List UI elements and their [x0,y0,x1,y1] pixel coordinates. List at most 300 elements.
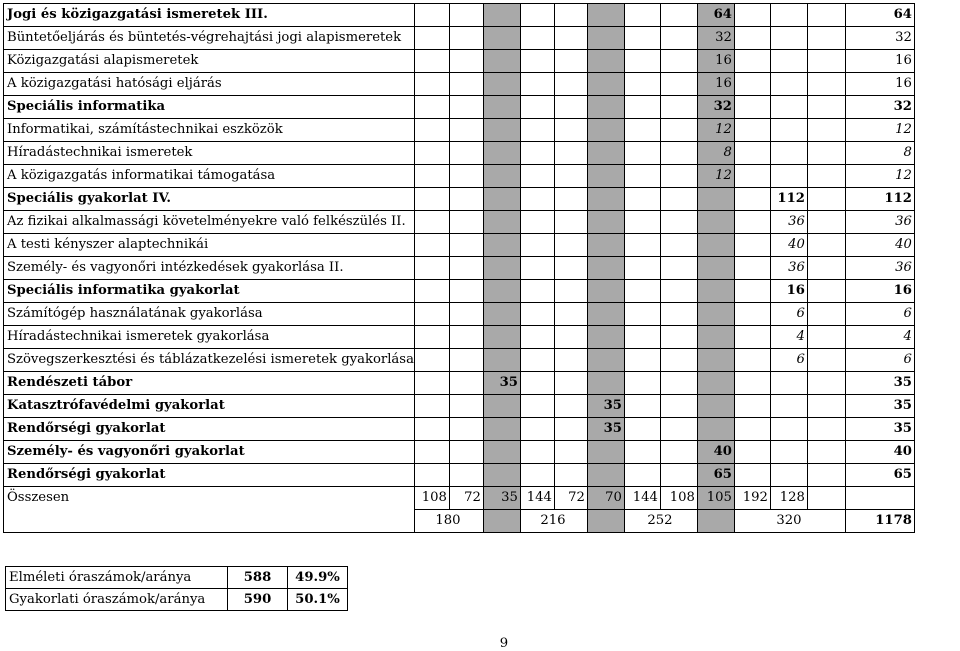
value-cell [414,142,449,165]
value-cell [697,418,734,441]
page-number: 9 [499,636,509,651]
value-cell [483,303,520,326]
row-label: A közigazgatási hatósági eljárás [4,73,415,96]
value-cell: 8 [697,142,734,165]
row-total: 32 [845,27,914,50]
value-cell [624,27,660,50]
value-cell [734,73,770,96]
value-cell [483,142,520,165]
value-cell [660,464,697,487]
value-cell [554,349,587,372]
value-cell: 36 [770,211,807,234]
subtotal-cell: 216 [520,510,587,533]
value-cell [554,280,587,303]
value-cell [660,372,697,395]
value-cell [520,349,554,372]
value-cell [807,50,845,73]
value-cell [734,303,770,326]
value-cell [520,395,554,418]
value-cell [624,303,660,326]
row-total: 32 [845,96,914,119]
value-cell [449,73,483,96]
value-cell [554,73,587,96]
value-cell [520,96,554,119]
value-cell [770,4,807,27]
value-cell [520,188,554,211]
value-cell [770,96,807,119]
value-cell [449,280,483,303]
value-cell [414,418,449,441]
value-cell [483,280,520,303]
value-cell [660,188,697,211]
table-row [4,73,915,96]
value-cell [587,50,624,73]
value-cell [697,303,734,326]
ratio-hours: 590 [228,589,288,611]
value-cell [734,188,770,211]
value-cell [449,165,483,188]
value-cell [520,441,554,464]
value-cell [483,119,520,142]
value-cell [414,27,449,50]
value-cell [483,50,520,73]
value-cell [807,96,845,119]
value-cell [697,280,734,303]
summary-cell [807,487,845,510]
grand-total-cell: 1178 [845,510,914,533]
summary-row [4,487,915,510]
value-cell [554,464,587,487]
value-cell [414,234,449,257]
value-cell [554,4,587,27]
value-cell [414,395,449,418]
ratio-percent: 50.1% [288,589,348,611]
value-cell [734,280,770,303]
value-cell [449,50,483,73]
value-cell: 40 [697,441,734,464]
row-label: Személy- és vagyonőri gyakorlat [4,441,415,464]
row-label: Büntetőeljárás és büntetés-végrehajtási jogi alapismeretek [4,27,415,50]
table-row [4,119,915,142]
table-row [4,96,915,119]
value-cell: 40 [770,234,807,257]
value-cell [554,395,587,418]
value-cell [697,326,734,349]
value-cell [449,234,483,257]
value-cell [414,326,449,349]
row-total: 6 [845,303,914,326]
summary-cell [587,510,624,533]
value-cell [770,165,807,188]
table-row [4,4,915,27]
value-cell [660,73,697,96]
value-cell [449,211,483,234]
value-cell [520,280,554,303]
value-cell [554,188,587,211]
table-row [4,349,915,372]
value-cell [554,211,587,234]
value-cell [587,165,624,188]
value-cell [807,211,845,234]
row-total: 40 [845,234,914,257]
value-cell [520,418,554,441]
value-cell [660,27,697,50]
row-label: Személy- és vagyonőri intézkedések gyakorlása II. [4,257,415,280]
value-cell: 35 [587,395,624,418]
value-cell [807,441,845,464]
row-total: 65 [845,464,914,487]
value-cell [770,395,807,418]
summary-cell: 35 [483,487,520,510]
summary-label: Összesen [4,487,415,533]
value-cell [414,464,449,487]
value-cell [770,372,807,395]
value-cell [587,27,624,50]
value-cell [660,326,697,349]
summary-cell: 192 [734,487,770,510]
value-cell [483,326,520,349]
value-cell [449,4,483,27]
summary-cell: 70 [587,487,624,510]
value-cell [734,119,770,142]
value-cell [587,4,624,27]
value-cell [483,96,520,119]
summary-cell: 105 [697,487,734,510]
table-row [4,441,915,464]
value-cell [734,50,770,73]
value-cell [483,188,520,211]
value-cell [734,418,770,441]
subtotal-cell: 320 [734,510,845,533]
row-label: Számítógép használatának gyakorlása [4,303,415,326]
row-label: Az fizikai alkalmassági követelményekre való felkészülés II. [4,211,415,234]
value-cell [624,280,660,303]
table-row [4,50,915,73]
value-cell [520,119,554,142]
value-cell [449,303,483,326]
value-cell [587,188,624,211]
value-cell [520,303,554,326]
value-cell [587,349,624,372]
value-cell [660,119,697,142]
value-cell [697,395,734,418]
value-cell [807,73,845,96]
value-cell [587,326,624,349]
value-cell [807,234,845,257]
table-row [4,234,915,257]
value-cell [554,372,587,395]
value-cell [660,142,697,165]
value-cell: 35 [483,372,520,395]
table-row [4,211,915,234]
value-cell [624,4,660,27]
value-cell [697,188,734,211]
value-cell [697,349,734,372]
row-label: Informatikai, számítástechnikai eszközök [4,119,415,142]
value-cell [449,349,483,372]
value-cell [624,119,660,142]
value-cell [520,464,554,487]
row-total: 12 [845,165,914,188]
value-cell [624,326,660,349]
value-cell [449,188,483,211]
value-cell [587,142,624,165]
value-cell [554,234,587,257]
row-label: Szövegszerkesztési és táblázatkezelési ismeretek gyakorlása [4,349,415,372]
value-cell [414,211,449,234]
value-cell [587,280,624,303]
row-label: A közigazgatás informatikai támogatása [4,165,415,188]
value-cell [483,27,520,50]
value-cell [587,96,624,119]
row-total: 16 [845,73,914,96]
value-cell: 32 [697,96,734,119]
value-cell [660,50,697,73]
value-cell [449,464,483,487]
value-cell [624,96,660,119]
subtotal-cell: 252 [624,510,697,533]
table-row [4,27,915,50]
value-cell [554,441,587,464]
summary-cell [845,487,914,510]
value-cell [449,119,483,142]
value-cell [770,73,807,96]
value-cell [770,418,807,441]
summary-cell: 128 [770,487,807,510]
value-cell [554,165,587,188]
value-cell [449,372,483,395]
table-row [4,395,915,418]
row-label: Közigazgatási alapismeretek [4,50,415,73]
value-cell [554,257,587,280]
row-label: Katasztrófavédelmi gyakorlat [4,395,415,418]
value-cell [660,349,697,372]
row-label: Speciális informatika [4,96,415,119]
value-cell [554,119,587,142]
ratio-table [5,566,348,611]
value-cell [660,395,697,418]
value-cell: 16 [770,280,807,303]
curriculum-table [3,3,915,533]
value-cell [697,257,734,280]
value-cell [414,165,449,188]
value-cell [587,441,624,464]
value-cell [520,165,554,188]
subtotal-cell: 180 [414,510,483,533]
table-row [4,188,915,211]
table-row [4,142,915,165]
value-cell [587,464,624,487]
value-cell [520,234,554,257]
row-label: Híradástechnikai ismeretek [4,142,415,165]
value-cell [414,50,449,73]
value-cell [624,142,660,165]
row-label: Híradástechnikai ismeretek gyakorlása [4,326,415,349]
value-cell [660,165,697,188]
value-cell [807,142,845,165]
value-cell [520,326,554,349]
value-cell: 4 [770,326,807,349]
value-cell [554,303,587,326]
value-cell: 6 [770,349,807,372]
row-label: Jogi és közigazgatási ismeretek III. [4,4,415,27]
value-cell [520,50,554,73]
value-cell [807,464,845,487]
curriculum-table-body [4,4,915,487]
value-cell [734,395,770,418]
value-cell [734,326,770,349]
value-cell [554,326,587,349]
value-cell [807,280,845,303]
value-cell [483,211,520,234]
value-cell [414,441,449,464]
row-label: Speciális informatika gyakorlat [4,280,415,303]
value-cell [520,27,554,50]
row-total: 35 [845,372,914,395]
value-cell [770,50,807,73]
value-cell [660,4,697,27]
value-cell [807,418,845,441]
ratio-label: Elméleti óraszámok/aránya [6,567,228,589]
value-cell [483,4,520,27]
value-cell [587,234,624,257]
row-total: 35 [845,418,914,441]
value-cell [414,119,449,142]
table-row [4,257,915,280]
value-cell [449,395,483,418]
value-cell: 16 [697,73,734,96]
value-cell [770,27,807,50]
value-cell [587,257,624,280]
summary-cell: 108 [414,487,449,510]
row-label: Rendészeti tábor [4,372,415,395]
row-label: Speciális gyakorlat IV. [4,188,415,211]
value-cell [624,211,660,234]
ratio-hours: 588 [228,567,288,589]
value-cell [807,188,845,211]
value-cell [807,372,845,395]
summary-cell: 108 [660,487,697,510]
value-cell [660,96,697,119]
value-cell [807,165,845,188]
value-cell [483,257,520,280]
value-cell [587,119,624,142]
value-cell [624,50,660,73]
value-cell [624,188,660,211]
value-cell [587,73,624,96]
value-cell [624,418,660,441]
value-cell [520,4,554,27]
row-total: 6 [845,349,914,372]
value-cell [624,441,660,464]
ratio-percent: 49.9% [288,567,348,589]
value-cell [624,234,660,257]
table-row [4,280,915,303]
value-cell [520,142,554,165]
value-cell [770,441,807,464]
value-cell [770,119,807,142]
table-row [4,326,915,349]
summary-cell: 144 [624,487,660,510]
value-cell [734,372,770,395]
value-cell [734,142,770,165]
value-cell [624,257,660,280]
value-cell [414,280,449,303]
value-cell [770,142,807,165]
value-cell [624,165,660,188]
row-total: 36 [845,257,914,280]
value-cell [414,96,449,119]
value-cell: 16 [697,50,734,73]
value-cell: 36 [770,257,807,280]
value-cell [734,211,770,234]
value-cell [734,27,770,50]
value-cell [807,27,845,50]
value-cell [807,349,845,372]
value-cell [554,418,587,441]
row-total: 12 [845,119,914,142]
value-cell [697,234,734,257]
ratio-row [6,567,348,589]
value-cell [697,372,734,395]
value-cell [414,188,449,211]
value-cell: 64 [697,4,734,27]
value-cell [483,395,520,418]
value-cell [587,303,624,326]
summary-cell [483,510,520,533]
row-label: Rendőrségi gyakorlat [4,418,415,441]
value-cell [449,142,483,165]
value-cell [734,165,770,188]
value-cell [807,119,845,142]
value-cell [414,257,449,280]
value-cell [449,96,483,119]
value-cell [414,372,449,395]
value-cell [520,211,554,234]
value-cell [660,257,697,280]
table-row [4,464,915,487]
value-cell [807,4,845,27]
ratio-row [6,589,348,611]
row-total: 8 [845,142,914,165]
row-total: 4 [845,326,914,349]
value-cell [520,257,554,280]
ratio-label: Gyakorlati óraszámok/aránya [6,589,228,611]
value-cell [734,441,770,464]
value-cell [449,441,483,464]
value-cell [624,395,660,418]
value-cell [734,349,770,372]
table-row [4,303,915,326]
value-cell [414,303,449,326]
summary-cell [697,510,734,533]
value-cell [734,257,770,280]
value-cell [483,349,520,372]
value-cell [734,234,770,257]
table-row [4,372,915,395]
value-cell [807,326,845,349]
row-total: 64 [845,4,914,27]
value-cell [483,73,520,96]
value-cell [554,50,587,73]
value-cell: 6 [770,303,807,326]
value-cell [554,142,587,165]
value-cell [734,464,770,487]
row-total: 112 [845,188,914,211]
value-cell [734,4,770,27]
value-cell [624,372,660,395]
value-cell [807,395,845,418]
